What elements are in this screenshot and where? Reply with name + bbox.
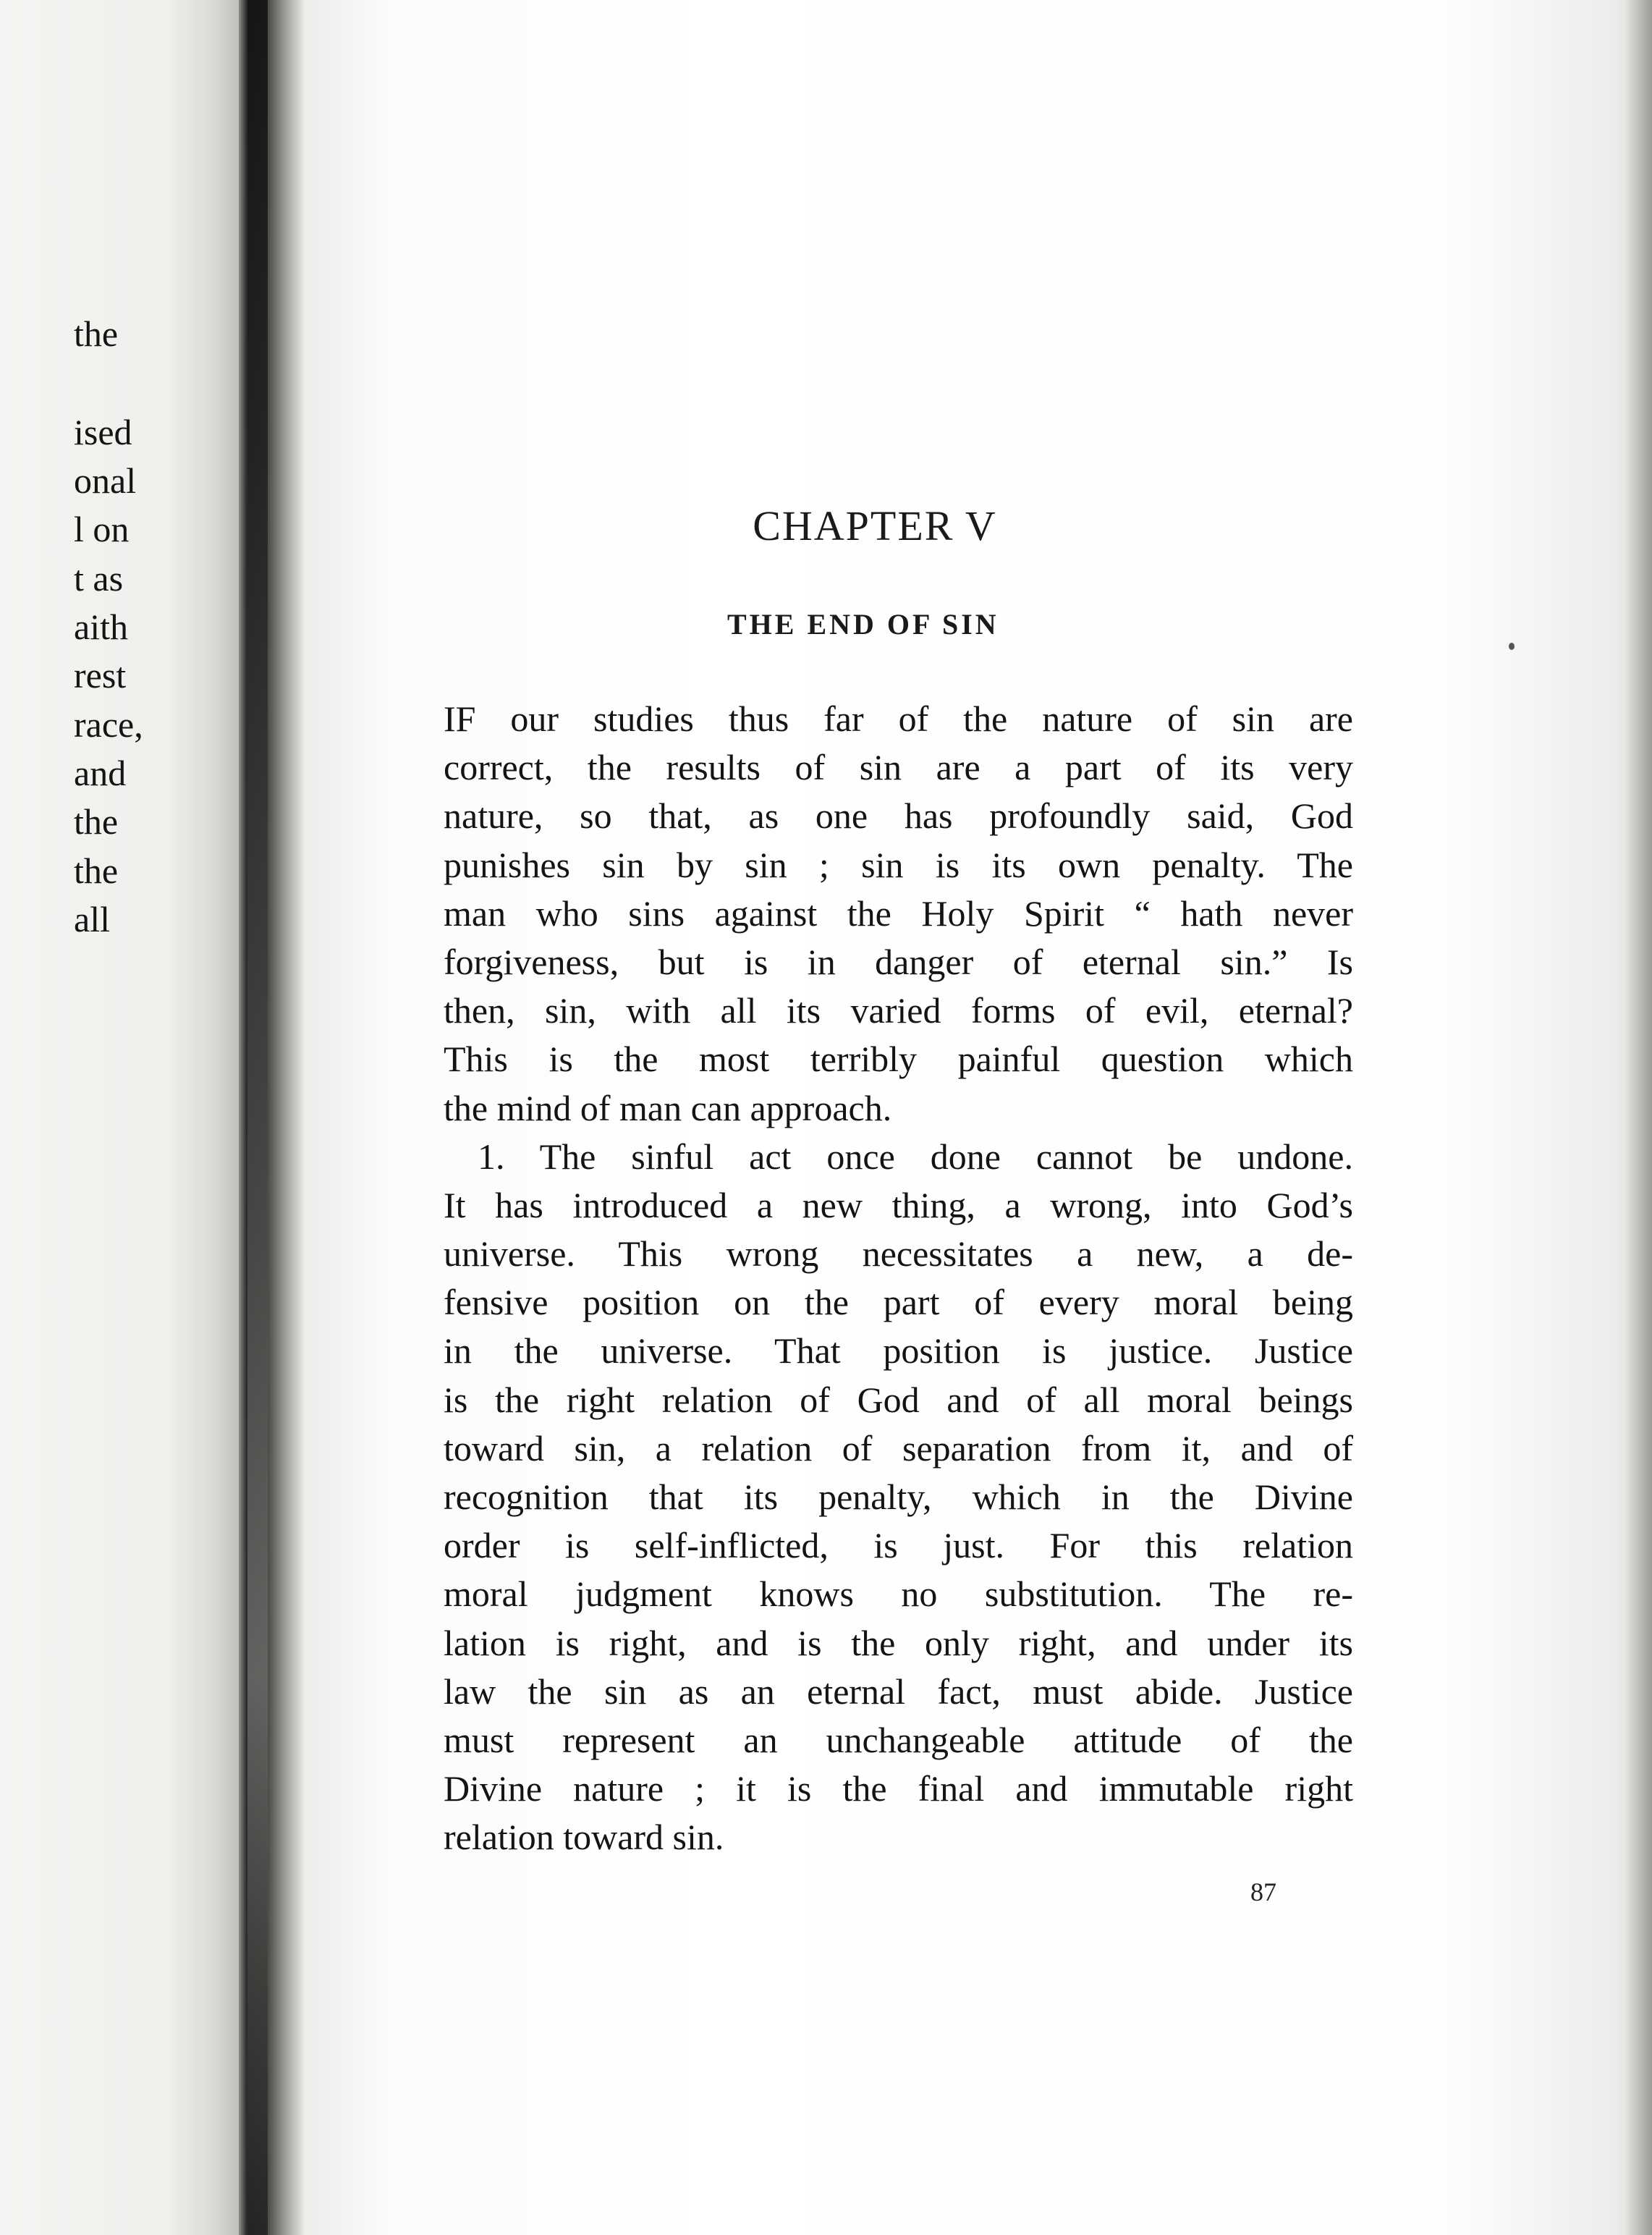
text-line: must represent an unchangeable attitude of the xyxy=(444,1719,1353,1760)
facing-page-line: the xyxy=(74,801,119,842)
facing-page-line: the xyxy=(74,313,119,354)
text-line: IF our studies thus far of the nature of sin are xyxy=(444,698,1353,739)
page-edge xyxy=(1623,0,1652,2235)
chapter-body xyxy=(444,695,1353,1862)
text-line: toward sin, a relation of separation from it, and of xyxy=(444,1427,1353,1469)
text-line: nature, so that, as one has profoundly said, God xyxy=(444,795,1353,837)
binding-shadow xyxy=(247,0,268,2235)
facing-page-line: and xyxy=(74,753,127,793)
text-line: the mind of man can approach. xyxy=(444,1087,892,1128)
facing-page-line: race, xyxy=(74,704,143,745)
facing-page-line: l on xyxy=(74,509,130,549)
paper-speck xyxy=(1509,643,1515,650)
facing-page-line: aith xyxy=(74,607,128,647)
text-line: correct, the results of sin are a part of its very xyxy=(444,747,1353,788)
facing-page-line: t as xyxy=(74,558,124,599)
chapter-title: CHAPTER V xyxy=(753,502,997,549)
text-line: in the universe. That position is justice. Justice xyxy=(444,1330,1353,1372)
page-number: 87 xyxy=(1250,1877,1276,1906)
text-line: recognition that its penalty, which in the Divine xyxy=(444,1476,1353,1517)
text-line: relation toward sin. xyxy=(444,1817,724,1858)
text-line: is the right relation of God and of all moral beings xyxy=(444,1379,1353,1420)
text-line: then, sin, with all its varied forms of evil, eternal? xyxy=(444,990,1353,1031)
text-line: universe. This wrong necessitates a new, a de- xyxy=(444,1233,1353,1275)
facing-page-line: all xyxy=(74,899,110,939)
facing-page-line: rest xyxy=(74,655,127,696)
text-line: fensive position on the part of every moral being xyxy=(444,1282,1353,1323)
text-line: law the sin as an eternal fact, must abide. Justice xyxy=(444,1670,1353,1712)
facing-page-line: onal xyxy=(74,460,137,501)
text-line: order is self-inflicted, is just. For this relation xyxy=(444,1525,1353,1566)
facing-page-fragment xyxy=(0,0,239,2235)
text-line: Divine nature ; it is the final and immutable right xyxy=(444,1768,1353,1809)
text-line: man who sins against the Holy Spirit “ hath never xyxy=(444,892,1353,934)
facing-page-line: ised xyxy=(74,412,132,452)
text-line: moral judgment knows no substitution. The re- xyxy=(444,1573,1353,1615)
chapter-subtitle: THE END OF SIN xyxy=(727,608,999,641)
text-line: This is the most terribly painful question which xyxy=(444,1039,1353,1080)
facing-page-line: the xyxy=(74,850,119,891)
text-line: It has introduced a new thing, a wrong, into God’s xyxy=(444,1184,1353,1225)
text-line: lation is right, and is the only right, and under its xyxy=(444,1622,1353,1663)
text-line: punishes sin by sin ; sin is its own penalty. The xyxy=(444,844,1353,885)
text-line: 1. The sinful act once done cannot be undone. xyxy=(478,1136,1353,1177)
text-line: forgiveness, but is in danger of eternal sin.” Is xyxy=(444,941,1353,982)
